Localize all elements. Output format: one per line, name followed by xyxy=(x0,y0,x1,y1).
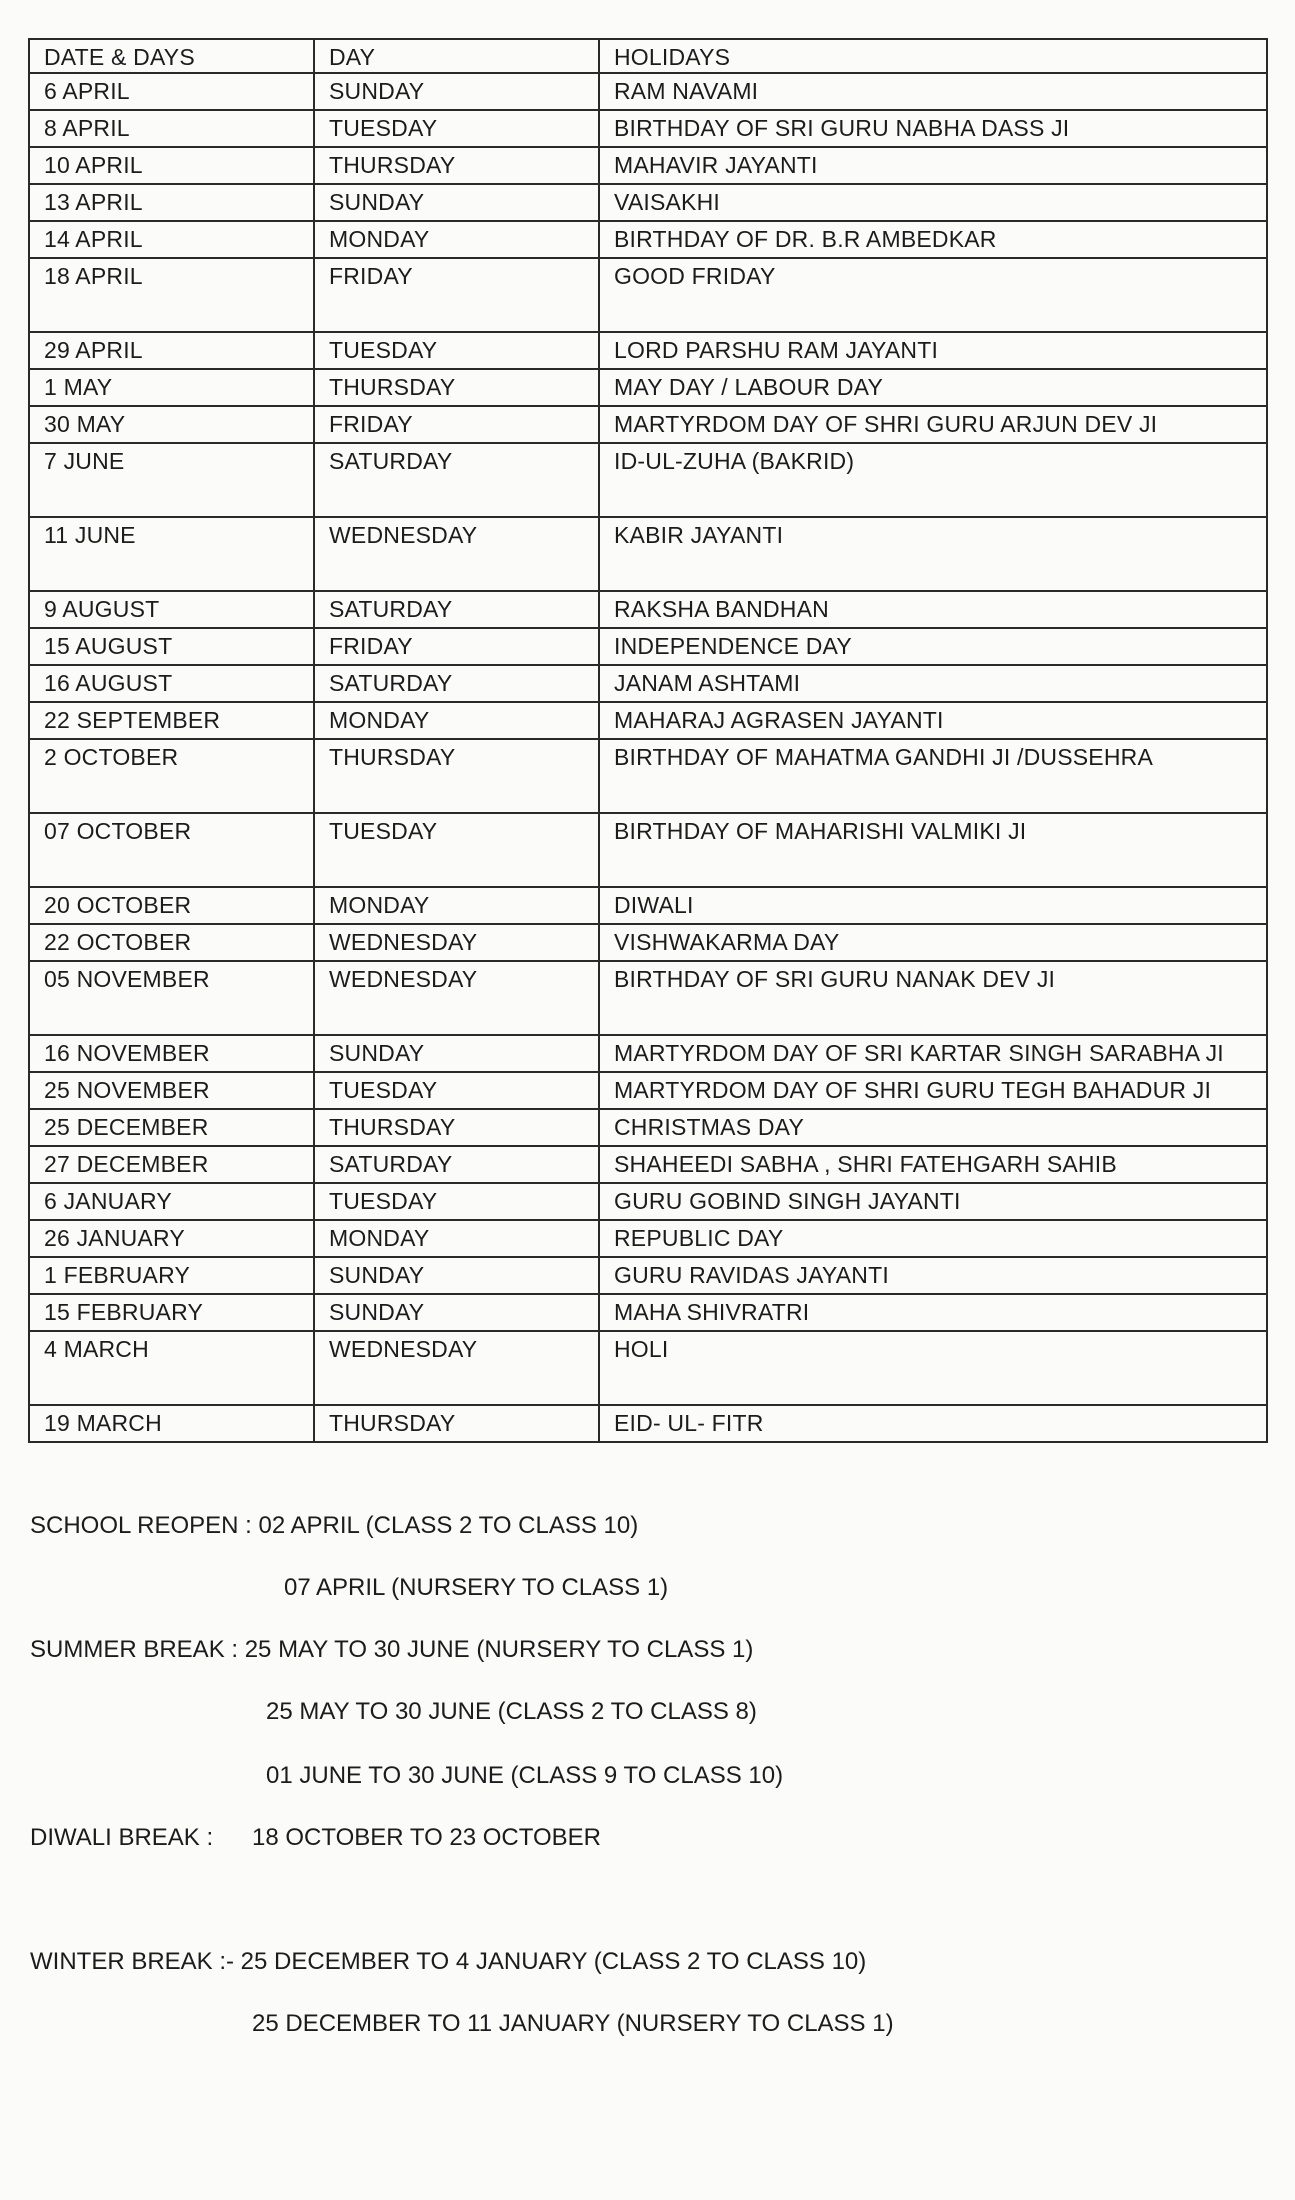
cell-date: 30 MAY xyxy=(29,406,314,443)
cell-date: 16 AUGUST xyxy=(29,665,314,702)
diwali-break-label: DIWALI BREAK : xyxy=(30,1824,214,1851)
cell-day: SUNDAY xyxy=(314,1257,599,1294)
cell-holiday: MARTYRDOM DAY OF SHRI GURU TEGH BAHADUR JI xyxy=(599,1072,1267,1109)
cell-date: 19 MARCH xyxy=(29,1405,314,1442)
winter-break-line-1: WINTER BREAK :- 25 DECEMBER TO 4 JANUARY (CLASS 2 TO CLASS 10) xyxy=(30,1948,867,1975)
cell-holiday: BIRTHDAY OF MAHATMA GANDHI JI /DUSSEHRA xyxy=(599,739,1267,813)
cell-holiday: GURU RAVIDAS JAYANTI xyxy=(599,1257,1267,1294)
cell-day: MONDAY xyxy=(314,702,599,739)
cell-holiday: BIRTHDAY OF SRI GURU NABHA DASS JI xyxy=(599,110,1267,147)
table-row xyxy=(29,702,1267,739)
table-row xyxy=(29,1405,1267,1442)
cell-date: 05 NOVEMBER xyxy=(29,961,314,1035)
cell-day: THURSDAY xyxy=(314,147,599,184)
table-header-row xyxy=(29,39,1267,73)
cell-holiday: CHRISTMAS DAY xyxy=(599,1109,1267,1146)
summer-break-line-3: 01 JUNE TO 30 JUNE (CLASS 9 TO CLASS 10) xyxy=(266,1762,784,1789)
cell-day: SATURDAY xyxy=(314,591,599,628)
cell-date: 6 JANUARY xyxy=(29,1183,314,1220)
table-row xyxy=(29,961,1267,1035)
cell-day: SUNDAY xyxy=(314,1294,599,1331)
cell-date: 15 AUGUST xyxy=(29,628,314,665)
cell-holiday: MAHARAJ AGRASEN JAYANTI xyxy=(599,702,1267,739)
cell-day: WEDNESDAY xyxy=(314,1331,599,1405)
table-row xyxy=(29,147,1267,184)
cell-day: MONDAY xyxy=(314,1220,599,1257)
summer-break-line-1: SUMMER BREAK : 25 MAY TO 30 JUNE (NURSERY TO CLASS 1) xyxy=(30,1636,754,1663)
cell-date: 25 NOVEMBER xyxy=(29,1072,314,1109)
cell-day: MONDAY xyxy=(314,887,599,924)
cell-holiday: ID-UL-ZUHA (BAKRID) xyxy=(599,443,1267,517)
summer-break-line-2: 25 MAY TO 30 JUNE (CLASS 2 TO CLASS 8) xyxy=(266,1698,757,1725)
holiday-table xyxy=(28,38,1268,1443)
cell-holiday: MARTYRDOM DAY OF SRI KARTAR SINGH SARABHA JI xyxy=(599,1035,1267,1072)
diwali-break-value: 18 OCTOBER TO 23 OCTOBER xyxy=(252,1824,602,1851)
cell-date: 9 AUGUST xyxy=(29,591,314,628)
cell-day: THURSDAY xyxy=(314,1109,599,1146)
cell-date: 15 FEBRUARY xyxy=(29,1294,314,1331)
cell-holiday: BIRTHDAY OF SRI GURU NANAK DEV JI xyxy=(599,961,1267,1035)
cell-date: 16 NOVEMBER xyxy=(29,1035,314,1072)
cell-holiday: DIWALI xyxy=(599,887,1267,924)
table-row xyxy=(29,1294,1267,1331)
table-row xyxy=(29,369,1267,406)
table-row xyxy=(29,1035,1267,1072)
cell-date: 13 APRIL xyxy=(29,184,314,221)
cell-date: 22 SEPTEMBER xyxy=(29,702,314,739)
cell-day: SATURDAY xyxy=(314,1146,599,1183)
cell-date: 1 MAY xyxy=(29,369,314,406)
header-day: DAY xyxy=(314,39,599,73)
table-row xyxy=(29,1331,1267,1405)
cell-date: 8 APRIL xyxy=(29,110,314,147)
cell-holiday: LORD PARSHU RAM JAYANTI xyxy=(599,332,1267,369)
cell-date: 26 JANUARY xyxy=(29,1220,314,1257)
table-row xyxy=(29,591,1267,628)
cell-date: 25 DECEMBER xyxy=(29,1109,314,1146)
cell-date: 14 APRIL xyxy=(29,221,314,258)
cell-date: 6 APRIL xyxy=(29,73,314,110)
cell-day: SATURDAY xyxy=(314,665,599,702)
table-row xyxy=(29,665,1267,702)
school-reopen-line-1: SCHOOL REOPEN : 02 APRIL (CLASS 2 TO CLASS 10) xyxy=(30,1512,639,1539)
cell-holiday: INDEPENDENCE DAY xyxy=(599,628,1267,665)
cell-date: 20 OCTOBER xyxy=(29,887,314,924)
cell-date: 07 OCTOBER xyxy=(29,813,314,887)
cell-day: TUESDAY xyxy=(314,1072,599,1109)
cell-holiday: MARTYRDOM DAY OF SHRI GURU ARJUN DEV JI xyxy=(599,406,1267,443)
table-row xyxy=(29,628,1267,665)
cell-holiday: GURU GOBIND SINGH JAYANTI xyxy=(599,1183,1267,1220)
header-date: DATE & DAYS xyxy=(29,39,314,73)
table-row xyxy=(29,924,1267,961)
table-row xyxy=(29,258,1267,332)
table-row xyxy=(29,739,1267,813)
cell-day: SUNDAY xyxy=(314,73,599,110)
table-row xyxy=(29,1257,1267,1294)
cell-day: TUESDAY xyxy=(314,1183,599,1220)
table-row xyxy=(29,73,1267,110)
table-row xyxy=(29,1220,1267,1257)
cell-holiday: RAKSHA BANDHAN xyxy=(599,591,1267,628)
table-row xyxy=(29,1183,1267,1220)
cell-day: WEDNESDAY xyxy=(314,924,599,961)
table-row xyxy=(29,332,1267,369)
table-row xyxy=(29,221,1267,258)
cell-holiday: RAM NAVAMI xyxy=(599,73,1267,110)
cell-date: 22 OCTOBER xyxy=(29,924,314,961)
cell-day: SUNDAY xyxy=(314,1035,599,1072)
cell-day: MONDAY xyxy=(314,221,599,258)
table-row xyxy=(29,887,1267,924)
cell-holiday: MAY DAY / LABOUR DAY xyxy=(599,369,1267,406)
cell-date: 1 FEBRUARY xyxy=(29,1257,314,1294)
cell-day: TUESDAY xyxy=(314,813,599,887)
cell-holiday: BIRTHDAY OF DR. B.R AMBEDKAR xyxy=(599,221,1267,258)
table-row xyxy=(29,184,1267,221)
cell-holiday: MAHA SHIVRATRI xyxy=(599,1294,1267,1331)
cell-date: 29 APRIL xyxy=(29,332,314,369)
cell-holiday: VAISAKHI xyxy=(599,184,1267,221)
table-body xyxy=(29,73,1267,1442)
cell-date: 27 DECEMBER xyxy=(29,1146,314,1183)
table-row xyxy=(29,1072,1267,1109)
cell-holiday: BIRTHDAY OF MAHARISHI VALMIKI JI xyxy=(599,813,1267,887)
table-row xyxy=(29,1109,1267,1146)
school-reopen-line-2: 07 APRIL (NURSERY TO CLASS 1) xyxy=(284,1574,669,1601)
cell-holiday: REPUBLIC DAY xyxy=(599,1220,1267,1257)
cell-day: FRIDAY xyxy=(314,628,599,665)
table-row xyxy=(29,517,1267,591)
cell-day: THURSDAY xyxy=(314,739,599,813)
cell-date: 2 OCTOBER xyxy=(29,739,314,813)
cell-holiday: GOOD FRIDAY xyxy=(599,258,1267,332)
cell-date: 11 JUNE xyxy=(29,517,314,591)
cell-day: WEDNESDAY xyxy=(314,961,599,1035)
winter-break-line-2: 25 DECEMBER TO 11 JANUARY (NURSERY TO CLASS 1) xyxy=(252,2010,894,2037)
header-holidays: HOLIDAYS xyxy=(599,39,1267,73)
cell-day: WEDNESDAY xyxy=(314,517,599,591)
cell-holiday: JANAM ASHTAMI xyxy=(599,665,1267,702)
table-row xyxy=(29,110,1267,147)
cell-holiday: MAHAVIR JAYANTI xyxy=(599,147,1267,184)
cell-holiday: VISHWAKARMA DAY xyxy=(599,924,1267,961)
cell-date: 10 APRIL xyxy=(29,147,314,184)
cell-day: TUESDAY xyxy=(314,110,599,147)
table-row xyxy=(29,406,1267,443)
cell-date: 18 APRIL xyxy=(29,258,314,332)
cell-date: 7 JUNE xyxy=(29,443,314,517)
cell-day: FRIDAY xyxy=(314,406,599,443)
cell-holiday: EID- UL- FITR xyxy=(599,1405,1267,1442)
cell-holiday: SHAHEEDI SABHA , SHRI FATEHGARH SAHIB xyxy=(599,1146,1267,1183)
cell-holiday: KABIR JAYANTI xyxy=(599,517,1267,591)
cell-day: THURSDAY xyxy=(314,369,599,406)
cell-day: THURSDAY xyxy=(314,1405,599,1442)
cell-date: 4 MARCH xyxy=(29,1331,314,1405)
cell-day: FRIDAY xyxy=(314,258,599,332)
cell-day: SATURDAY xyxy=(314,443,599,517)
table-row xyxy=(29,813,1267,887)
table-row xyxy=(29,1146,1267,1183)
cell-day: SUNDAY xyxy=(314,184,599,221)
table-row xyxy=(29,443,1267,517)
cell-holiday: HOLI xyxy=(599,1331,1267,1405)
cell-day: TUESDAY xyxy=(314,332,599,369)
